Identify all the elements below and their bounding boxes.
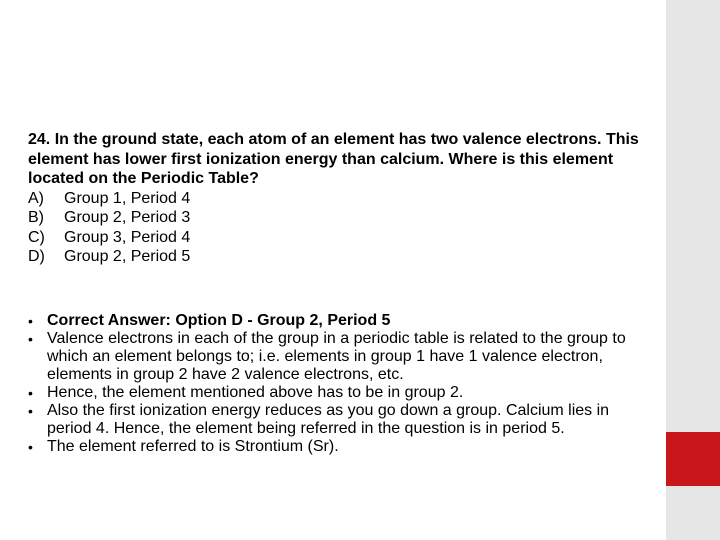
option-text: Group 2, Period 3 — [64, 209, 191, 226]
explanation-item-valence — [28, 330, 628, 384]
option-text: Group 3, Period 4 — [64, 228, 191, 246]
explanation-item-period — [28, 402, 628, 438]
explanation-text: Hence, the element mentioned above has to be in group 2. — [47, 384, 464, 401]
question-text: 24. In the ground state, each atom of an element has two valence electrons. This element has lower first ionization energy than calcium. Where is this element located on the Periodic Table? — [28, 131, 639, 187]
option-c — [28, 228, 658, 248]
explanation-text: Correct Answer: Option D - Group 2, Period 5 — [47, 312, 391, 329]
option-d — [28, 247, 658, 267]
explanation-list — [28, 312, 628, 456]
explanation-text: The element referred to is Strontium (Sr). — [47, 438, 339, 455]
explanation-item-correct-answer — [28, 312, 628, 330]
bullet-icon: • — [28, 313, 33, 329]
question-block — [28, 130, 658, 267]
explanation-text: Valence electrons in each of the group in a periodic table is related to the group to which an element belongs to; i.e. elements in group 1 have 1 valence electron, elements in group 2 have 2 valence electrons, etc. — [47, 330, 626, 383]
sidebar-panel — [666, 0, 720, 540]
option-text: Group 2, Period 5 — [64, 248, 191, 265]
option-letter: C) — [28, 228, 45, 246]
option-letter: D) — [28, 248, 45, 265]
bullet-icon: • — [28, 331, 33, 347]
option-a — [28, 189, 658, 209]
bullet-icon: • — [28, 403, 33, 419]
bullet-icon: • — [28, 385, 33, 401]
option-b — [28, 208, 658, 228]
option-text: Group 1, Period 4 — [64, 189, 191, 207]
option-letter: A) — [28, 189, 44, 207]
explanation-text: Also the first ionization energy reduces as you go down a group. Calcium lies in period 4. Hence, the element being referred in the question is in period 5. — [47, 402, 610, 437]
option-letter: B) — [28, 209, 44, 226]
sidebar-accent-block — [666, 432, 720, 486]
explanation-item-conclusion — [28, 438, 628, 456]
explanation-item-group — [28, 384, 628, 402]
bullet-icon: • — [28, 439, 33, 455]
